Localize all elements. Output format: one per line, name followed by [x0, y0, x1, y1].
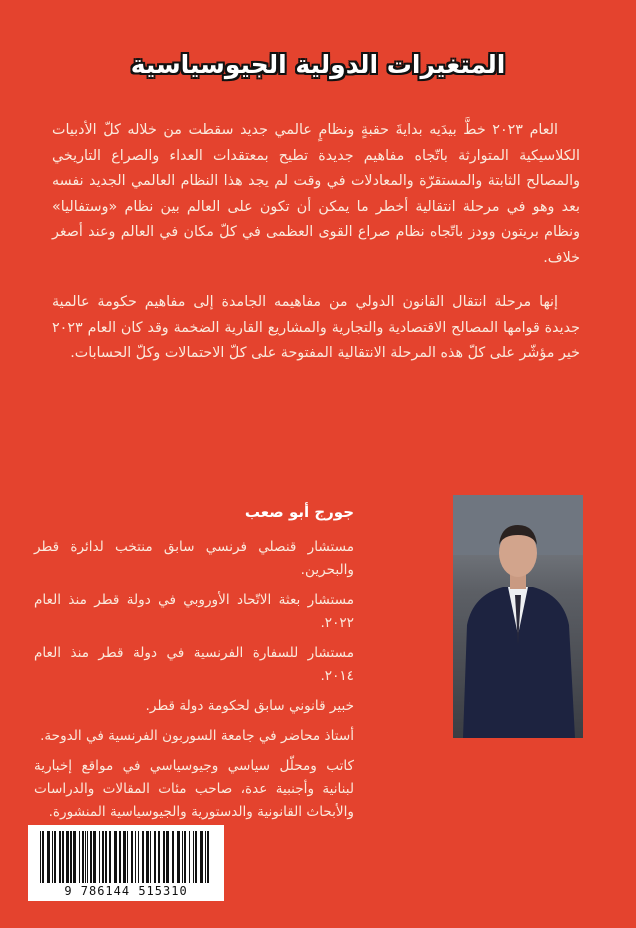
barcode-bar — [123, 831, 126, 883]
barcode-bar — [93, 831, 96, 883]
barcode-bar — [90, 831, 92, 883]
barcode-bar — [142, 831, 144, 883]
barcode-bar — [138, 831, 139, 883]
barcode-bar — [42, 831, 44, 883]
barcode-bar — [105, 831, 107, 883]
barcode-bar — [150, 831, 151, 883]
author-name: جورج أبو صعب — [244, 503, 354, 521]
barcode-bar — [85, 831, 86, 883]
barcode-bar — [114, 831, 117, 883]
bio-line: كاتب ومحلّل سياسي وجيوسياسي في مواقع إخبارية لبنانية وأجنبية عدة، صاحب مئات المقالات والدراسات والأبحاث القانونية والدستورية والجيوسياسية المنشورة. — [34, 758, 354, 820]
blurb-paragraph-1: العام ٢٠٢٣ خطَّ بيدَيه بدايةَ حقبةٍ ونظامٍ عالمي جديد سقطت من خلاله كلّ الأدبيات الكلاسيكية المتوارثة باتّجاه مفاهيم جديدة تطيح بمعتقدات العداء والصراع التاريخي والمصالح الثابتة والمستقرّة والمعادلات في وقت لم يجد هذا النظام العالمي الجديد نفسه بعد وهو في مرحلة انتقالية أخطر ما يمكن أن تكون على العالم بين نظام «وستفاليا» ونظام بريتون وودز باتّجاه نظام صراع القوى العظمى في كلّ مكان في العالم وعند أصغر خلاف. — [52, 122, 580, 266]
barcode-bar — [119, 831, 121, 883]
barcode-bar — [73, 831, 76, 883]
bio-line: أستاذ محاضر في جامعة السوربون الفرنسية في الدوحة. — [40, 728, 354, 744]
blurb-paragraph-2: إنها مرحلة انتقال القانون الدولي من مفاهيمه الجامدة إلى مفاهيم حكومة عالمية جديدة قوامها المصالح الاقتصادية والتجارية والمشاريع القارية الضخمة وقد كان العام ٢٠٢٣ خير مؤشّر على كلّ هذه المرحلة الانتقالية المفتوحة على كلّ الاحتمالات وكلّ الحسابات. — [52, 294, 580, 361]
bio-line: مستشار للسفارة الفرنسية في دولة قطر منذ العام ٢٠١٤. — [34, 645, 354, 684]
barcode-bar — [82, 831, 84, 883]
bio-line: خبير قانوني سابق لحكومة دولة قطر. — [145, 698, 354, 714]
barcode-bar — [195, 831, 197, 883]
bio-line: مستشار قنصلي فرنسي سابق منتخب لدائرة قطر والبحرين. — [34, 539, 354, 578]
barcode-bar — [70, 831, 72, 883]
barcode-bar — [52, 831, 53, 883]
book-title: المتغيرات الدولية الجيوسياسية — [130, 50, 506, 79]
barcode-bar — [54, 831, 56, 883]
isbn-barcode — [28, 825, 224, 901]
author-bio — [34, 536, 354, 831]
barcode-bar — [200, 831, 203, 883]
barcode-bar — [146, 831, 149, 883]
barcode-bar — [166, 831, 169, 883]
barcode-bar — [163, 831, 165, 883]
barcode-bars — [36, 831, 216, 883]
barcode-bar — [127, 831, 128, 883]
barcode-bar — [172, 831, 174, 883]
barcode-bar — [87, 831, 88, 883]
barcode-bar — [62, 831, 64, 883]
barcode-bar — [47, 831, 50, 883]
barcode-bar — [182, 831, 183, 883]
barcode-bar — [59, 831, 61, 883]
barcode-bar — [102, 831, 104, 883]
barcode-bar — [131, 831, 133, 883]
barcode-bar — [177, 831, 180, 883]
barcode-bar — [205, 831, 206, 883]
barcode-bar — [207, 831, 209, 883]
barcode-bar — [109, 831, 111, 883]
barcode-bar — [158, 831, 160, 883]
barcode-bar — [79, 831, 80, 883]
barcode-bar — [154, 831, 156, 883]
isbn-number: 9 786144 515310 — [64, 884, 188, 898]
barcode-bar — [184, 831, 186, 883]
barcode-bar — [66, 831, 69, 883]
barcode-bar — [189, 831, 190, 883]
author-photo — [453, 495, 583, 738]
barcode-bar — [193, 831, 194, 883]
barcode-bar — [135, 831, 136, 883]
barcode-bar — [99, 831, 100, 883]
barcode-bar — [40, 831, 41, 883]
bio-line: مستشار بعثة الاتّحاد الأوروبي في دولة قطر منذ العام ٢٠٢٢. — [34, 592, 354, 631]
